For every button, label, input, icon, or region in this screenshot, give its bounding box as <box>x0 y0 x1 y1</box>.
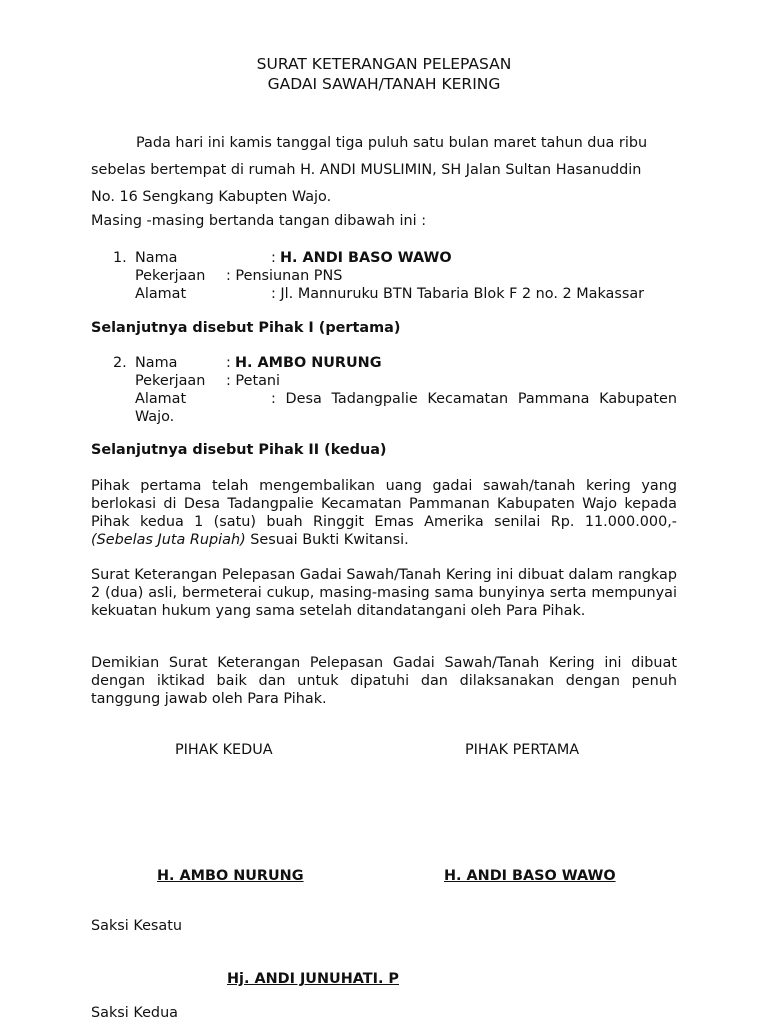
party2-name-value: H. AMBO NURUNG <box>235 355 382 371</box>
party1-designation: Selanjutnya disebut Pihak I (pertama) <box>91 320 401 336</box>
opening-line-1: Pada hari ini kamis tanggal tiga puluh satu bulan maret tahun dua ribu <box>136 135 648 151</box>
opening-line-2: sebelas bertempat di rumah H. ANDI MUSLIMIN, SH Jalan Sultan Hasanuddin <box>91 162 642 178</box>
paragraph-closing: Demikian Surat Keterangan Pelepasan Gadai Sawah/Tanah Kering ini dibuat dengan iktikad baik dan untuk dipatuhi dan dilaksanakan dengan penuh tanggung jawab oleh Para Pihak. <box>91 655 677 707</box>
party1-address-label: Alamat <box>135 286 187 302</box>
party2-designation: Selanjutnya disebut Pihak II (kedua) <box>91 442 387 458</box>
opening-line-4: Masing -masing bertanda tangan dibawah ini : <box>91 213 427 229</box>
party2-address-continuation: Wajo. <box>135 409 175 425</box>
party1-number: 1. <box>113 250 127 266</box>
opening-line-3: No. 16 Sengkang Kabupten Wajo. <box>91 189 332 205</box>
document-title-line1: SURAT KETERANGAN PELEPASAN <box>256 55 512 73</box>
party1-name-separator: : <box>271 250 276 266</box>
paragraph-return-of-pledge <box>91 477 677 549</box>
party2-job-label: Pekerjaan <box>135 373 206 389</box>
signature-name-first-party: H. ANDI BASO WAWO <box>444 868 616 884</box>
witness-1-name: Hj. ANDI JUNUHATI. P <box>227 971 399 987</box>
party2-address-label: Alamat <box>135 391 187 407</box>
party1-name-value: H. ANDI BASO WAWO <box>280 250 452 266</box>
paragraph-1-end: Sesuai Bukti Kwitansi. <box>245 532 409 548</box>
paragraph-1-text: Pihak pertama telah mengembalikan uang gadai sawah/tanah kering yang berlokasi di Desa Tadangpalie Kecamatan Pammanan Kabupaten Wajo kepada Pihak kedua 1 (satu) buah Ringgit Emas Amerika senilai Rp. 11.000.000,- <box>91 478 677 530</box>
party2-address-value: : Desa Tadangpalie Kecamatan Pammana Kabupaten <box>271 391 677 407</box>
witness-2-label: Saksi Kedua <box>91 1005 179 1021</box>
paragraph-1-amount-words: (Sebelas Juta Rupiah) <box>91 532 246 548</box>
party2-number: 2. <box>113 355 127 371</box>
document-title-line2: GADAI SAWAH/TANAH KERING <box>267 75 501 93</box>
signature-name-second-party: H. AMBO NURUNG <box>157 868 304 884</box>
party2-job-value: : Petani <box>226 373 281 389</box>
party1-job-value: : Pensiunan PNS <box>226 268 343 284</box>
party1-name-label: Nama <box>135 250 178 266</box>
party1-job-label: Pekerjaan <box>135 268 206 284</box>
witness-1-label: Saksi Kesatu <box>91 918 183 934</box>
party2-name-label: Nama <box>135 355 178 371</box>
paragraph-copies: Surat Keterangan Pelepasan Gadai Sawah/Tanah Kering ini dibuat dalam rangkap 2 (dua) asli, bermeterai cukup, masing-masing sama bunyinya serta mempunyai kekuatan hukum yang sama setelah ditandatangani oleh Para Pihak. <box>91 567 677 619</box>
signature-heading-first-party: PIHAK PERTAMA <box>465 742 580 758</box>
party1-address-value: : Jl. Mannuruku BTN Tabaria Blok F 2 no. 2 Makassar <box>271 286 645 302</box>
signature-heading-second-party: PIHAK KEDUA <box>175 742 273 758</box>
party2-name-separator: : <box>226 355 231 371</box>
